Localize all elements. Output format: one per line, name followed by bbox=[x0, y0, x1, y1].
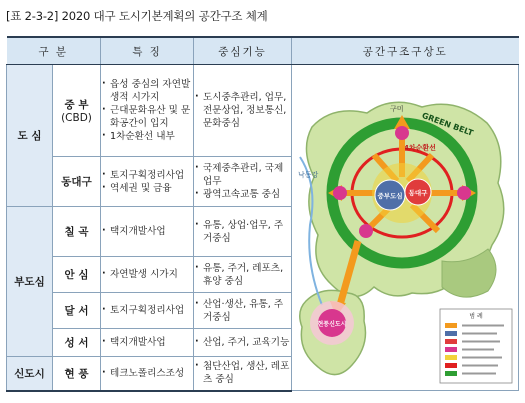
row-name-label: 중 부 bbox=[64, 99, 89, 111]
function-item: · 산업·생산, 유통, 주거중심 bbox=[194, 298, 291, 324]
row-functions bbox=[194, 357, 292, 391]
row-features bbox=[101, 207, 194, 257]
table-header-row bbox=[7, 37, 519, 65]
function-item: · 산업, 주거, 교육기능 bbox=[194, 336, 291, 349]
row-functions bbox=[194, 329, 292, 357]
central-cbd-label: 중부도심 bbox=[377, 192, 403, 200]
header-features: 특 징 bbox=[101, 37, 194, 65]
row-subname: (CBD) bbox=[61, 112, 92, 124]
row-name bbox=[53, 65, 101, 157]
subcenter-node bbox=[359, 224, 373, 238]
table-row bbox=[7, 65, 519, 157]
row-functions bbox=[194, 293, 292, 329]
subcenter-node bbox=[457, 186, 471, 200]
concept-map bbox=[292, 65, 518, 387]
feature-item: · 택지개발사업 bbox=[101, 225, 193, 238]
header-function: 중심기능 bbox=[194, 37, 292, 65]
row-functions bbox=[194, 257, 292, 293]
river-label: 낙동강 bbox=[298, 171, 319, 179]
row-features bbox=[101, 157, 194, 207]
row-name: 안 심 bbox=[53, 257, 101, 293]
category-sindosi: 신도시 bbox=[7, 357, 53, 391]
feature-item: · 1차순환선 내부 bbox=[101, 130, 193, 143]
row-name: 달 서 bbox=[53, 293, 101, 329]
function-item: · 도시중추관리, 업무, 전문상업, 정보통신, 문화중심 bbox=[194, 91, 291, 130]
feature-item: · 토지구획정리사업 bbox=[101, 304, 193, 317]
row-functions bbox=[194, 65, 292, 157]
ring-label: 4차순환선 bbox=[404, 144, 436, 152]
row-name: 현 풍 bbox=[53, 357, 101, 391]
feature-item: · 토지구획정리사업 bbox=[101, 169, 193, 182]
concept-map-cell bbox=[292, 65, 519, 391]
legend-title: 범 례 bbox=[469, 313, 483, 320]
spatial-structure-table bbox=[6, 36, 519, 392]
feature-item: · 테크노폴리스조성 bbox=[101, 367, 193, 380]
header-division: 구 분 bbox=[7, 37, 101, 65]
feature-item: · 역세권 및 금융 bbox=[101, 182, 193, 195]
row-features bbox=[101, 293, 194, 329]
category-dosim: 도 심 bbox=[7, 65, 53, 207]
feature-item: · 택지개발사업 bbox=[101, 336, 193, 349]
row-features bbox=[101, 357, 194, 391]
category-budosim: 부도심 bbox=[7, 207, 53, 357]
feature-item: · 근대문화유산 및 문화공간이 입지 bbox=[101, 104, 193, 130]
dongdaegu-label: 동대구 bbox=[408, 189, 428, 197]
header-concept: 공간구조구상도 bbox=[292, 37, 519, 65]
function-item: · 첨단산업, 생산, 레포츠 중심 bbox=[194, 360, 291, 386]
row-features bbox=[101, 329, 194, 357]
subcenter-node bbox=[333, 186, 347, 200]
function-item: · 광역고속교통 중심 bbox=[194, 188, 291, 201]
row-features bbox=[101, 257, 194, 293]
row-functions bbox=[194, 157, 292, 207]
row-functions bbox=[194, 207, 292, 257]
function-item: · 국제중추관리, 국제업무 bbox=[194, 162, 291, 188]
function-item: · 유통, 상업·업무, 주거중심 bbox=[194, 219, 291, 245]
green-belt-label: GREEN BELT bbox=[420, 110, 475, 138]
north-label: 구미 bbox=[390, 105, 404, 113]
row-name: 동대구 bbox=[53, 157, 101, 207]
row-name: 성 서 bbox=[53, 329, 101, 357]
new-town-label: 현풍신도시 bbox=[317, 321, 347, 328]
feature-item: · 자연발생 시가지 bbox=[101, 268, 193, 281]
table-caption: [표 2-3-2] 2020 대구 도시기본계획의 공간구조 체계 bbox=[6, 9, 268, 23]
row-features bbox=[101, 65, 194, 157]
feature-item: · 읍성 중심의 자연발생적 시가지 bbox=[101, 78, 193, 104]
subcenter-node bbox=[395, 126, 409, 140]
function-item: · 유통, 주거, 레포츠, 휴양 중심 bbox=[194, 262, 291, 288]
row-name: 칠 곡 bbox=[53, 207, 101, 257]
